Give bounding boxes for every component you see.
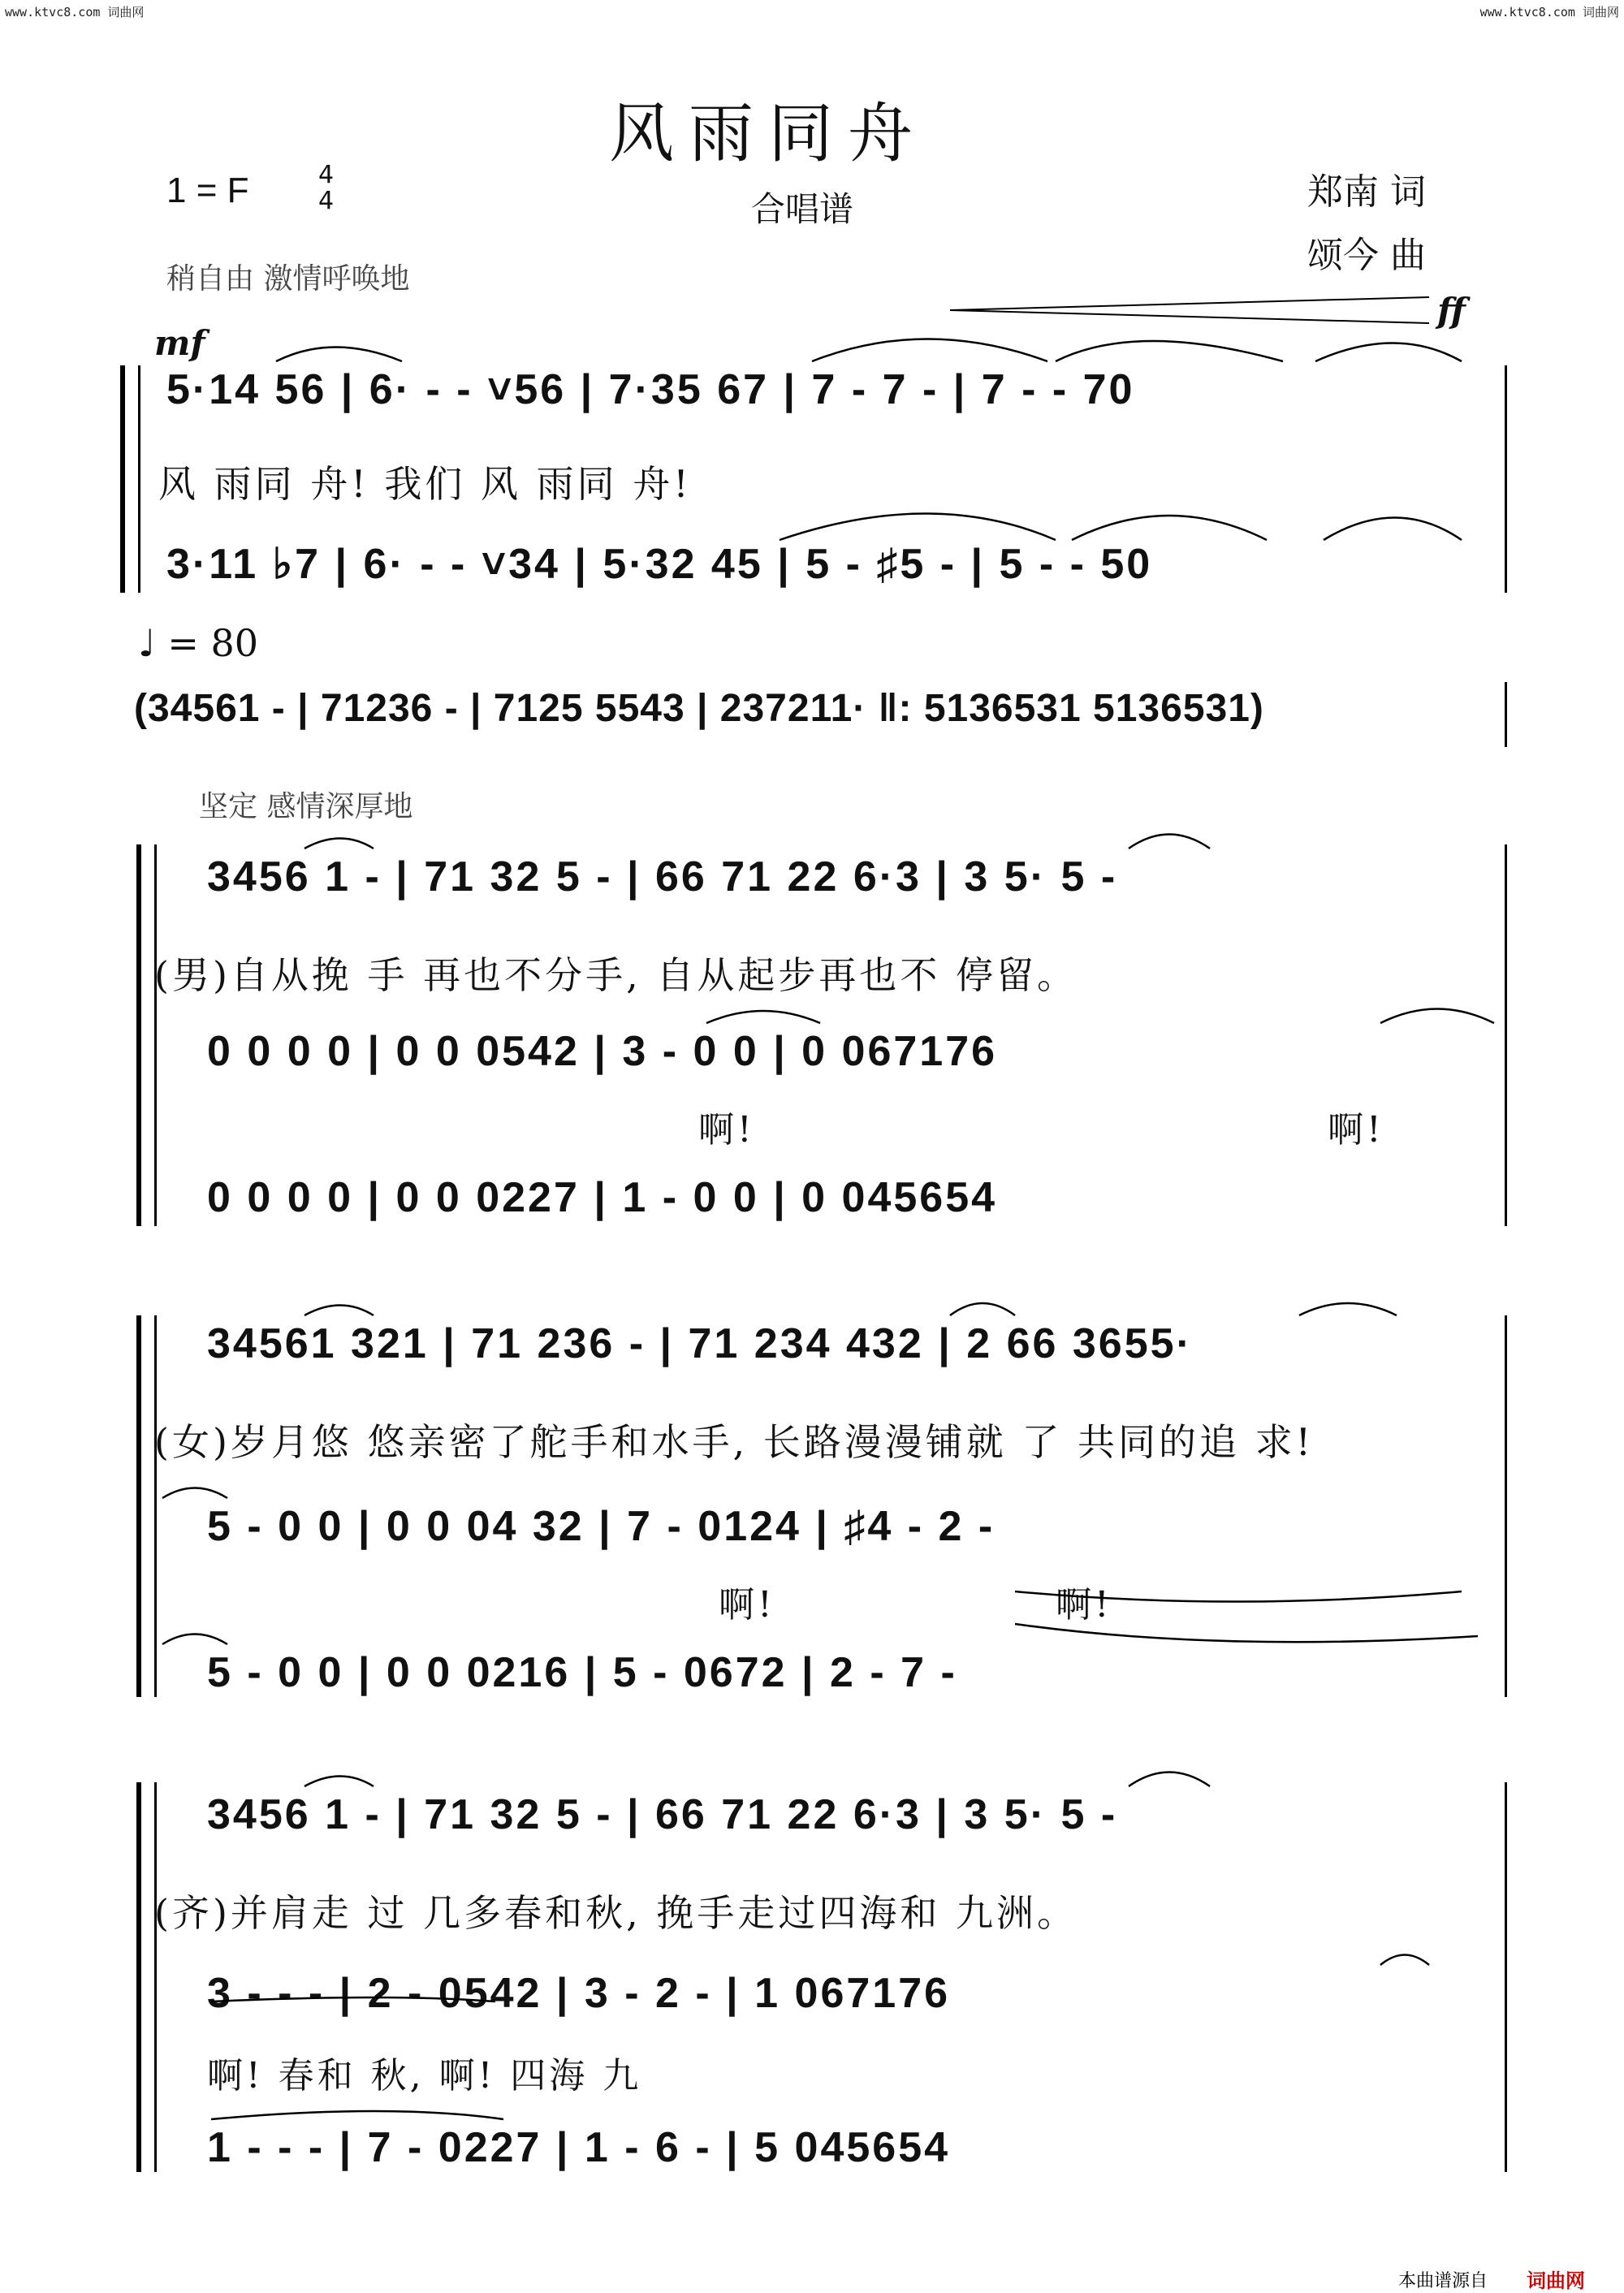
interlude-end-barline	[1505, 682, 1507, 747]
system-4-bracket	[136, 1782, 141, 2172]
system-2-alto: 0 0 0 0 | 0 0 0542 | 3 - 0 0 | 0 067176	[207, 1028, 998, 1075]
system-1-upper-voice: 5·14 56 | 6· - - ˅56 | 7·35 67 | 7 - 7 - | 7 - - 70	[166, 366, 1135, 413]
system-1-lyrics: 风 雨同 舟! 我们 风 雨同 舟!	[158, 462, 692, 506]
system-2-bass: 0 0 0 0 | 0 0 0227 | 1 - 0 0 | 0 045654	[207, 1174, 998, 1221]
system-4-alto: 3 - - - | 2 - 0542 | 3 - 2 - | 1 067176	[207, 1970, 951, 2017]
composer-credit: 颂今 曲	[1307, 235, 1426, 276]
system-2-bracket	[136, 844, 141, 1226]
time-signature	[318, 162, 334, 214]
system-1-bracket	[120, 365, 125, 593]
system-4-end-barline	[1505, 1782, 1507, 2172]
footer-source-label: 本曲谱源自	[1398, 2271, 1488, 2291]
lyricist-credit: 郑南 词	[1307, 171, 1426, 213]
watermark-left: www.ktvc8.com 词曲网	[5, 5, 145, 19]
system-1-brace	[138, 365, 140, 593]
system-2-alto-lyric-2: 啊!	[1328, 1109, 1384, 1151]
system-3-lyrics: (女)岁月悠 悠亲密了舵手和水手, 长路漫漫铺就 了 共同的追 求!	[154, 1420, 1315, 1464]
watermark-right: www.ktvc8.com 词曲网	[1479, 5, 1619, 19]
system-3-bracket	[136, 1315, 141, 1697]
score-subtitle: 合唱谱	[751, 189, 854, 229]
system-3-end-barline	[1505, 1315, 1507, 1697]
system-3-bass: 5 - 0 0 | 0 0 0216 | 5 - 0672 | 2 - 7 -	[207, 1649, 957, 1696]
system-2-melody: 3456 1 - | 71 32 5 - | 66 71 22 6·3 | 3 5· 5 -	[207, 853, 1118, 900]
song-title: 风雨同舟	[609, 96, 927, 171]
instrumental-interlude: (34561 - | 71236 - | 7125 5543 | 237211· ‖: 5136531 5136531)	[134, 687, 1264, 730]
system-4-alto-lyrics: 啊! 春和 秋, 啊! 四海 九	[207, 2055, 642, 2097]
footer-site-link[interactable]: 词曲网	[1527, 2269, 1585, 2292]
system-3-melody: 34561 321 | 71 236 - | 71 234 432 | 2 66 3655·	[207, 1320, 1193, 1367]
expression-marking-intro: 稍自由 激情呼唤地	[166, 262, 410, 296]
system-4-melody: 3456 1 - | 71 32 5 - | 66 71 22 6·3 | 3 5· 5 -	[207, 1791, 1118, 1838]
system-2-alto-lyric-1: 啊!	[698, 1109, 755, 1151]
key-signature: 1 = F	[166, 171, 249, 210]
system-3-alto: 5 - 0 0 | 0 0 04 32 | 7 - 0124 | ♯4 - 2 -	[207, 1503, 996, 1550]
expression-marking-verse: 坚定 感情深厚地	[199, 790, 413, 823]
system-2-brace	[154, 844, 157, 1226]
time-signature-top: 4	[318, 161, 335, 189]
system-4-lyrics: (齐)并肩走 过 几多春和秋, 挽手走过四海和 九洲。	[154, 1891, 1078, 1935]
system-4-bass: 1 - - - | 7 - 0227 | 1 - 6 - | 5 045654	[207, 2124, 951, 2171]
system-3-alto-lyric-1: 啊!	[719, 1584, 775, 1626]
system-3-alto-lyric-2: 啊!	[1056, 1584, 1112, 1626]
system-2-end-barline	[1505, 844, 1507, 1226]
dynamic-mf: mf	[154, 323, 205, 363]
dynamic-ff: ff	[1437, 291, 1466, 330]
system-1-lower-voice: 3·11 ♭7 | 6· - - ˅34 | 5·32 45 | 5 - ♯5 - | 5 - - 50	[166, 541, 1153, 588]
system-4-brace	[154, 1782, 157, 2172]
system-1-end-barline	[1505, 365, 1507, 593]
time-signature-bottom: 4	[318, 187, 335, 215]
tempo-marking: ♩ = 80	[138, 621, 259, 665]
system-3-brace	[154, 1315, 157, 1697]
system-2-lyrics: (男)自从挽 手 再也不分手, 自从起步再也不 停留。	[154, 953, 1078, 997]
